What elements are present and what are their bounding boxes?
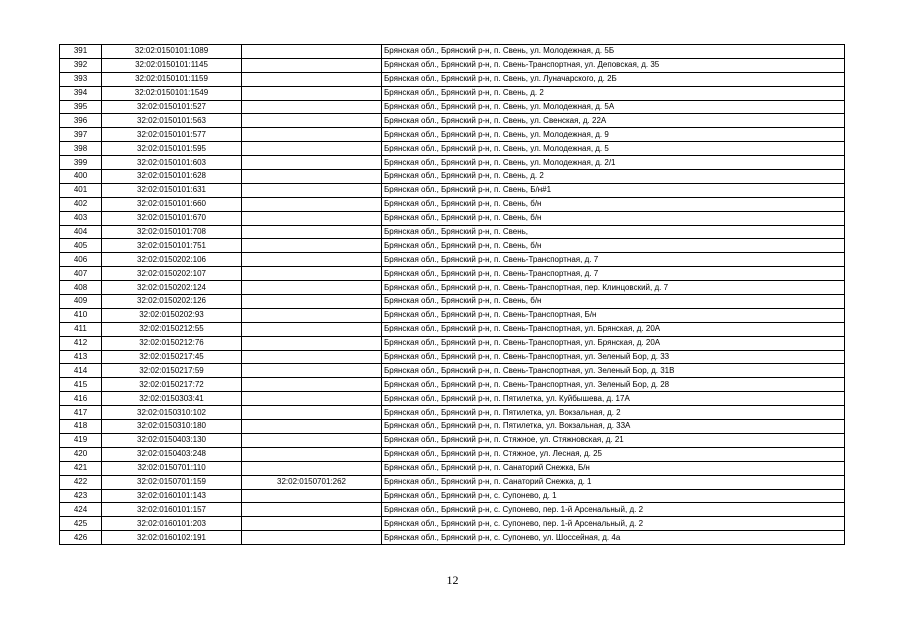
- linked-object-cell: [242, 308, 382, 322]
- row-number-cell: 416: [60, 392, 102, 406]
- cadastral-number-cell: 32:02:0150202:93: [102, 308, 242, 322]
- table-row: [60, 392, 845, 406]
- row-number-cell: 407: [60, 267, 102, 281]
- cadastral-number-cell: 32:02:0150212:55: [102, 322, 242, 336]
- cadastral-number-cell: 32:02:0150701:159: [102, 475, 242, 489]
- address-cell: Брянская обл., Брянский р-н, п. Свень, б/н: [382, 239, 845, 253]
- address-cell: Брянская обл., Брянский р-н, п. Свень, б/н: [382, 211, 845, 225]
- cadastral-table: [59, 44, 845, 545]
- row-number-cell: 391: [60, 45, 102, 59]
- cadastral-number-cell: 32:02:0150202:107: [102, 267, 242, 281]
- cadastral-number-cell: 32:02:0150101:751: [102, 239, 242, 253]
- address-cell: Брянская обл., Брянский р-н, п. Свень-Транспортная, ул. Зеленый Бор, д. 33: [382, 350, 845, 364]
- table-row: [60, 72, 845, 86]
- row-number-cell: 415: [60, 378, 102, 392]
- linked-object-cell: [242, 461, 382, 475]
- row-number-cell: 396: [60, 114, 102, 128]
- linked-object-cell: [242, 364, 382, 378]
- table-row: [60, 197, 845, 211]
- linked-object-cell: [242, 114, 382, 128]
- table-row: [60, 489, 845, 503]
- address-cell: Брянская обл., Брянский р-н, с. Супонево, пер. 1-й Арсенальный, д. 2: [382, 517, 845, 531]
- row-number-cell: 411: [60, 322, 102, 336]
- row-number-cell: 419: [60, 433, 102, 447]
- cadastral-number-cell: 32:02:0150101:603: [102, 156, 242, 170]
- linked-object-cell: [242, 58, 382, 72]
- cadastral-number-cell: 32:02:0150217:72: [102, 378, 242, 392]
- table-row: [60, 295, 845, 309]
- linked-object-cell: [242, 392, 382, 406]
- cadastral-number-cell: 32:02:0150101:1549: [102, 86, 242, 100]
- address-cell: Брянская обл., Брянский р-н, п. Свень, ул. Молодежная, д. 5Б: [382, 45, 845, 59]
- cadastral-number-cell: 32:02:0150701:110: [102, 461, 242, 475]
- row-number-cell: 394: [60, 86, 102, 100]
- address-cell: Брянская обл., Брянский р-н, п. Свень, ул. Молодежная, д. 5: [382, 142, 845, 156]
- address-cell: Брянская обл., Брянский р-н, п. Свень, Б/н#1: [382, 183, 845, 197]
- linked-object-cell: [242, 517, 382, 531]
- table-row: [60, 253, 845, 267]
- linked-object-cell: [242, 72, 382, 86]
- table-row: [60, 364, 845, 378]
- cadastral-number-cell: 32:02:0150101:1089: [102, 45, 242, 59]
- linked-object-cell: [242, 253, 382, 267]
- address-cell: Брянская обл., Брянский р-н, п. Пятилетка, ул. Куйбышева, д. 17А: [382, 392, 845, 406]
- table-row: [60, 281, 845, 295]
- row-number-cell: 406: [60, 253, 102, 267]
- cadastral-number-cell: 32:02:0150101:631: [102, 183, 242, 197]
- address-cell: Брянская обл., Брянский р-н, п. Свень, б/н: [382, 295, 845, 309]
- row-number-cell: 395: [60, 100, 102, 114]
- linked-object-cell: [242, 156, 382, 170]
- row-number-cell: 399: [60, 156, 102, 170]
- row-number-cell: 413: [60, 350, 102, 364]
- table-row: [60, 267, 845, 281]
- table-row: [60, 86, 845, 100]
- address-cell: Брянская обл., Брянский р-н, п. Свень-Транспортная, Б/н: [382, 308, 845, 322]
- table-row: [60, 433, 845, 447]
- linked-object-cell: [242, 211, 382, 225]
- cadastral-number-cell: 32:02:0160102:191: [102, 531, 242, 545]
- linked-object-cell: [242, 239, 382, 253]
- address-cell: Брянская обл., Брянский р-н, п. Санаторий Снежка, д. 1: [382, 475, 845, 489]
- table-row: [60, 58, 845, 72]
- cadastral-number-cell: 32:02:0150101:628: [102, 170, 242, 184]
- linked-object-cell: [242, 45, 382, 59]
- address-cell: Брянская обл., Брянский р-н, п. Стяжное, ул. Стяжновская, д. 21: [382, 433, 845, 447]
- row-number-cell: 409: [60, 295, 102, 309]
- cadastral-number-cell: 32:02:0160101:143: [102, 489, 242, 503]
- linked-object-cell: [242, 420, 382, 434]
- cadastral-number-cell: 32:02:0150403:130: [102, 433, 242, 447]
- cadastral-number-cell: 32:02:0150101:1159: [102, 72, 242, 86]
- address-cell: Брянская обл., Брянский р-н, п. Свень-Транспортная, ул. Деповская, д. 35: [382, 58, 845, 72]
- table-row: [60, 114, 845, 128]
- cadastral-number-cell: 32:02:0150101:563: [102, 114, 242, 128]
- cadastral-number-cell: 32:02:0150101:670: [102, 211, 242, 225]
- linked-object-cell: [242, 281, 382, 295]
- address-cell: Брянская обл., Брянский р-н, п. Свень, ул. Молодежная, д. 9: [382, 128, 845, 142]
- address-cell: Брянская обл., Брянский р-н, п. Свень-Транспортная, д. 7: [382, 253, 845, 267]
- linked-object-cell: [242, 86, 382, 100]
- row-number-cell: 417: [60, 406, 102, 420]
- linked-object-cell: [242, 433, 382, 447]
- cadastral-number-cell: 32:02:0150310:102: [102, 406, 242, 420]
- address-cell: Брянская обл., Брянский р-н, п. Стяжное, ул. Лесная, д. 25: [382, 447, 845, 461]
- table-row: [60, 503, 845, 517]
- row-number-cell: 422: [60, 475, 102, 489]
- row-number-cell: 425: [60, 517, 102, 531]
- cadastral-number-cell: 32:02:0150101:660: [102, 197, 242, 211]
- table-row: [60, 322, 845, 336]
- address-cell: Брянская обл., Брянский р-н, п. Свень, ул. Молодежная, д. 5А: [382, 100, 845, 114]
- row-number-cell: 426: [60, 531, 102, 545]
- linked-object-cell: [242, 170, 382, 184]
- linked-object-cell: [242, 295, 382, 309]
- cadastral-number-cell: 32:02:0150403:248: [102, 447, 242, 461]
- linked-object-cell: [242, 267, 382, 281]
- address-cell: Брянская обл., Брянский р-н, п. Свень, ул. Молодежная, д. 2/1: [382, 156, 845, 170]
- address-cell: Брянская обл., Брянский р-н, п. Свень-Транспортная, д. 7: [382, 267, 845, 281]
- row-number-cell: 392: [60, 58, 102, 72]
- linked-object-cell: [242, 322, 382, 336]
- table-row: [60, 447, 845, 461]
- table-row: [60, 183, 845, 197]
- linked-object-cell: [242, 225, 382, 239]
- row-number-cell: 408: [60, 281, 102, 295]
- table-row: [60, 461, 845, 475]
- table-row: [60, 517, 845, 531]
- cadastral-number-cell: 32:02:0150303:41: [102, 392, 242, 406]
- table-row: [60, 142, 845, 156]
- linked-object-cell: [242, 447, 382, 461]
- table-row: [60, 156, 845, 170]
- address-cell: Брянская обл., Брянский р-н, п. Свень, б/н: [382, 197, 845, 211]
- cadastral-number-cell: 32:02:0150212:76: [102, 336, 242, 350]
- address-cell: Брянская обл., Брянский р-н, п. Свень, д. 2: [382, 170, 845, 184]
- address-cell: Брянская обл., Брянский р-н, с. Супонево, ул. Шоссейная, д. 4а: [382, 531, 845, 545]
- address-cell: Брянская обл., Брянский р-н, п. Санаторий Снежка, Б/н: [382, 461, 845, 475]
- row-number-cell: 403: [60, 211, 102, 225]
- table-row: [60, 100, 845, 114]
- address-cell: Брянская обл., Брянский р-н, п. Свень-Транспортная, пер. Клинцовский, д. 7: [382, 281, 845, 295]
- row-number-cell: 414: [60, 364, 102, 378]
- cadastral-number-cell: 32:02:0150217:59: [102, 364, 242, 378]
- row-number-cell: 404: [60, 225, 102, 239]
- cadastral-number-cell: 32:02:0160101:203: [102, 517, 242, 531]
- cadastral-number-cell: 32:02:0150101:708: [102, 225, 242, 239]
- row-number-cell: 418: [60, 420, 102, 434]
- linked-object-cell: [242, 142, 382, 156]
- table-row: [60, 336, 845, 350]
- row-number-cell: 410: [60, 308, 102, 322]
- address-cell: Брянская обл., Брянский р-н, с. Супонево, пер. 1-й Арсенальный, д. 2: [382, 503, 845, 517]
- address-cell: Брянская обл., Брянский р-н, п. Свень-Транспортная, ул. Зеленый Бор, д. 31В: [382, 364, 845, 378]
- row-number-cell: 412: [60, 336, 102, 350]
- table-row: [60, 128, 845, 142]
- table-row: [60, 475, 845, 489]
- row-number-cell: 401: [60, 183, 102, 197]
- table-row: [60, 45, 845, 59]
- table-body: [60, 45, 845, 545]
- table-row: [60, 239, 845, 253]
- page-number: 12: [446, 573, 459, 587]
- table-row: [60, 225, 845, 239]
- linked-object-cell: [242, 489, 382, 503]
- address-cell: Брянская обл., Брянский р-н, п. Свень-Транспортная, ул. Брянская, д. 20А: [382, 322, 845, 336]
- address-cell: Брянская обл., Брянский р-н, п. Свень, д. 2: [382, 86, 845, 100]
- cadastral-number-cell: 32:02:0160101:157: [102, 503, 242, 517]
- table-row: [60, 308, 845, 322]
- address-cell: Брянская обл., Брянский р-н, п. Свень, ул. Луначарского, д. 2Б: [382, 72, 845, 86]
- table-row: [60, 531, 845, 545]
- table-row: [60, 420, 845, 434]
- linked-object-cell: [242, 197, 382, 211]
- linked-object-cell: [242, 378, 382, 392]
- address-cell: Брянская обл., Брянский р-н, п. Свень-Транспортная, ул. Зеленый Бор, д. 28: [382, 378, 845, 392]
- row-number-cell: 405: [60, 239, 102, 253]
- cadastral-number-cell: 32:02:0150202:106: [102, 253, 242, 267]
- linked-object-cell: 32:02:0150701:262: [242, 475, 382, 489]
- table-row: [60, 406, 845, 420]
- row-number-cell: 393: [60, 72, 102, 86]
- cadastral-number-cell: 32:02:0150101:577: [102, 128, 242, 142]
- row-number-cell: 421: [60, 461, 102, 475]
- linked-object-cell: [242, 531, 382, 545]
- address-cell: Брянская обл., Брянский р-н, п. Свень-Транспортная, ул. Брянская, д. 20А: [382, 336, 845, 350]
- address-cell: Брянская обл., Брянский р-н, с. Супонево, д. 1: [382, 489, 845, 503]
- row-number-cell: 423: [60, 489, 102, 503]
- linked-object-cell: [242, 183, 382, 197]
- cadastral-number-cell: 32:02:0150101:595: [102, 142, 242, 156]
- row-number-cell: 400: [60, 170, 102, 184]
- cadastral-number-cell: 32:02:0150101:527: [102, 100, 242, 114]
- address-cell: Брянская обл., Брянский р-н, п. Свень,: [382, 225, 845, 239]
- table-row: [60, 350, 845, 364]
- cadastral-number-cell: 32:02:0150202:126: [102, 295, 242, 309]
- cadastral-number-cell: 32:02:0150101:1145: [102, 58, 242, 72]
- address-cell: Брянская обл., Брянский р-н, п. Свень, ул. Свенская, д. 22А: [382, 114, 845, 128]
- address-cell: Брянская обл., Брянский р-н, п. Пятилетка, ул. Вокзальная, д. 2: [382, 406, 845, 420]
- table-row: [60, 170, 845, 184]
- linked-object-cell: [242, 128, 382, 142]
- table-row: [60, 211, 845, 225]
- cadastral-number-cell: 32:02:0150202:124: [102, 281, 242, 295]
- linked-object-cell: [242, 350, 382, 364]
- row-number-cell: 402: [60, 197, 102, 211]
- table-row: [60, 378, 845, 392]
- linked-object-cell: [242, 100, 382, 114]
- cadastral-number-cell: 32:02:0150310:180: [102, 420, 242, 434]
- cadastral-number-cell: 32:02:0150217:45: [102, 350, 242, 364]
- address-cell: Брянская обл., Брянский р-н, п. Пятилетка, ул. Вокзальная, д. 33А: [382, 420, 845, 434]
- row-number-cell: 398: [60, 142, 102, 156]
- linked-object-cell: [242, 503, 382, 517]
- row-number-cell: 397: [60, 128, 102, 142]
- row-number-cell: 420: [60, 447, 102, 461]
- linked-object-cell: [242, 406, 382, 420]
- linked-object-cell: [242, 336, 382, 350]
- row-number-cell: 424: [60, 503, 102, 517]
